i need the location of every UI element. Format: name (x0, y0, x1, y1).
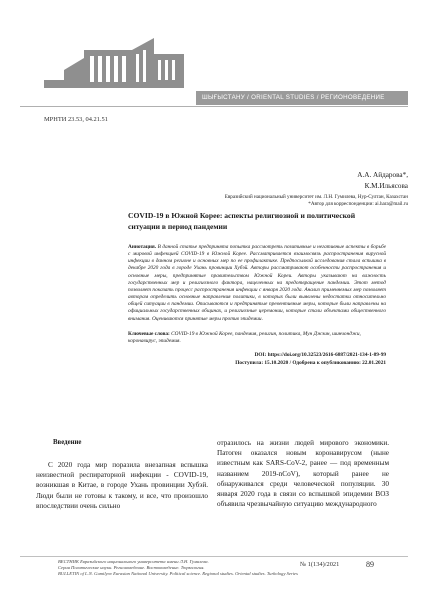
section-label: ШЫҒЫСТАНУ / ORIENTAL STUDIES / РЕГИОНОВЕДЕНИЕ (202, 94, 385, 101)
keywords-label: Ключевые слова: (128, 331, 170, 337)
section-label-bar (196, 91, 408, 105)
footer-journal-line-3: BULLETIN of L.N. Gumilyov Eurasian National University. Political science. Regional studies. Oriental studies. Turkology Series (58, 571, 298, 576)
corresponding-author: *Автор для корреспонденции: ai.hara@mail.ru (308, 201, 408, 207)
submission-dates: Поступила: 15.10.2020 / Одобрена к опубликованию: 22.01.2021 (235, 359, 386, 366)
page-number: 89 (366, 560, 374, 569)
header-divider (20, 106, 408, 107)
intro-paragraph-left: С 2020 года мир поразила внезапная вспышка неизвестной респираторной инфекции - COVID-19, возникшая в Китае, в городе Ухань провинции Хубэй. Люди были не готовы к такому, и все, что произошло впоследствии очень сильно (36, 461, 208, 510)
article-title: COVID-19 в Южной Корее: аспекты религиозной и политической ситуации в период пандемии (128, 211, 356, 231)
footer-divider (20, 556, 408, 557)
abstract-label: Аннотация. (128, 244, 157, 250)
doi-block (200, 352, 386, 367)
body-column-left (36, 460, 208, 511)
abstract (128, 244, 386, 323)
keywords (128, 331, 386, 345)
authors-block (250, 170, 408, 192)
affiliation: Евразийский национальный университет им. Л.Н. Гумилева, Нур-Султан, Казахстан (224, 194, 408, 200)
intro-paragraph-right: отразилось на жизни людей мирового экономики. Патоген оказался новым коронавирусом (ныне известным как SARS-CoV-2, ранее — под временным названием 2019-nCoV), который ранее не обнаруживался среди человеческой популяции. 30 января 2020 года в связи со вспышкой эпидемии ВОЗ объявила чрезвычайную ситуацию международного (217, 439, 389, 509)
body-column-right (217, 438, 389, 509)
footer-journal-info (58, 559, 308, 577)
author-names-second: К.М.Ильясова (364, 182, 408, 190)
issue-number: № 1(134)/2021 (300, 561, 340, 568)
affiliation-block (224, 194, 408, 208)
author-names: А.А. Айдарова*, (357, 171, 408, 179)
footer-journal-line-1: ВЕСТНИК Евразийского национального университета имени Л.Н. Гумилева. (58, 559, 209, 564)
doi-link[interactable]: DOI: https://doi.org/10.32523/2616-6887/2021-134-1-89-99 (254, 352, 386, 358)
udk-code: МРНТИ 23.53, 04.21.51 (44, 116, 108, 123)
footer-journal-line-2: Серия Политические науки. Регионоведение. Востоковедение. Тюркология. (58, 565, 205, 570)
keywords-text: COVID-19 в Южной Корее, пандемия, религия, политика, Мун Джэин, шинчонджи, коронавирус, эпидемия. (128, 331, 361, 345)
introduction-heading: Введение (53, 439, 82, 446)
university-building-logo (44, 30, 189, 88)
abstract-text: В данной статье предпринята попытка рассмотреть позитивные и негативные аспекты в борьбе с мировой инфекцией COVID-19 в Южной Корее. Рассматривается взаимосвязь распространения вирусной инфекции в данном регионе и основных мер по ее профилактике. Предпосылкой исследования стала вспышка в декабре 2020 года в городе Ухань провинции Хубэй. Авторы рассматривают особенности распространения и основные меры, предпринятые правительством Южной Кореи. Авторы указывают на важность государственных мер и религиозного фактора, нацеленных на предотвращение пандемии. Этот метод позволяет показать процесс распространения инфекции с января 2020 года. Анализ применяемых мер позволяет авторам определить основные направления политики, в которых были выявлены недостатки относительно общей ситуации в пандемии. Описываются и предпринятые превентивные меры, которые были направлены на официальных государственных общинах, и религиозные церемонии, которые стали объектами общественного внимания. Оцениваются принятые меры против эпидемии. (128, 244, 386, 322)
